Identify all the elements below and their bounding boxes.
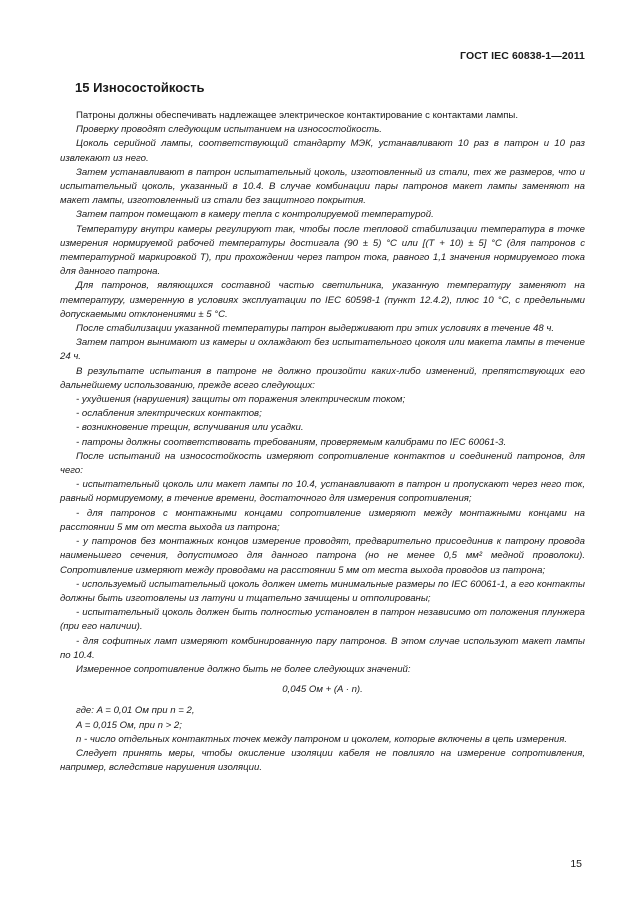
paragraph: - ослабления электрических контактов; (76, 408, 262, 420)
section-title: 15 Износостойкость (75, 80, 205, 95)
page-number: 15 (570, 858, 582, 870)
paragraph: - у патронов без монтажных концов измерение проводят, предварительно присоединив к патрону провода наименьшего сечения, допустимого для данного патрона (но не менее 0,5 мм² медной проволоки). Сопротивление измеряют между проводами на расстоянии 5 мм от места выхода проводов из патрона; (60, 536, 585, 576)
paragraph: - используемый испытательный цоколь должен иметь минимальные размеры по IEC 60061-1, а его контакты должны быть изготовлены из латуни и тщательно зачищены и отполированы; (60, 578, 585, 604)
paragraph: Для патронов, являющихся составной частью светильника, указанную температуру заменяют на температуру, измеренную в условиях эксплуатации по IEC 60598-1 (пункт 12.4.2), плюс 10 °С, с предельными допускаемыми отклонениями ± 5 °С. (60, 280, 585, 320)
formula-explanation (60, 704, 585, 775)
paragraph: В результате испытания в патроне не должно произойти каких-либо изменений, препятствующих его дальнейшему использованию, прежде всего следующих: (60, 365, 585, 391)
paragraph: Проверку проводят следующим испытанием на износостойкость. (76, 124, 382, 136)
paragraph: Затем патрон помещают в камеру тепла с контролируемой температурой. (76, 209, 434, 221)
paragraph: - патроны должны соответствовать требованиям, проверяемым калибрами по IEC 60061-3. (76, 436, 507, 448)
paragraph: - для софитных ламп измеряют комбинированную пару патронов. В этом случае используют макет лампы по 10.4. (60, 635, 585, 661)
explanation-line: Следует принять меры, чтобы окисление изоляции кабеля не повлияло на измерение сопротивления, например, вследствие нарушения изоляции. (60, 747, 585, 774)
explanation-line: где: A = 0,01 Ом при n = 2, (76, 705, 195, 717)
paragraph: - испытательный цоколь должен быть полностью установлен в патрон независимо от положения плунжера (при его наличии). (60, 607, 585, 633)
section-body (60, 109, 585, 775)
paragraph: Цоколь серийной лампы, соответствующий стандарту МЭК, устанавливают 10 раз в патрон и 10 раз извлекают из него. (60, 138, 585, 164)
paragraph: Измеренное сопротивление должно быть не более следующих значений: (76, 663, 411, 675)
paragraph: - ухудшения (нарушения) защиты от поражения электрическим током; (76, 394, 406, 406)
paragraph-list (60, 109, 585, 677)
resistance-formula: 0,045 Ом + (A · n). (282, 684, 363, 696)
paragraph: Затем патрон вынимают из камеры и охлаждают без испытательного цоколя или макета лампы в течение 24 ч. (60, 337, 585, 363)
paragraph: После стабилизации указанной температуры патрон выдерживают при этих условиях в течение 48 ч. (76, 323, 554, 335)
paragraph: После испытаний на износостойкость измеряют сопротивление контактов и соединений патронов, для чего: (60, 450, 585, 477)
paragraph: Затем устанавливают в патрон испытательный цоколь, изготовленный из стали, тех же размеров, что и испытательный цоколь, указанный в 10.4. В случае комбинации пары патронов макет лампы заменяют на макет лампы, изготовленный из стали без защитного покрытия. (60, 166, 585, 207)
paragraph: Температуру внутри камеры регулируют так, чтобы после тепловой стабилизации температура в точке измерения нормируемой рабочей температуры достигала (90 ± 5) °С или [(T + 10) ± 5] °С (для патронов с температурной маркировкой T), при прохождении через патрон тока, равного 1,1 значения нормируемого тока для данного патрона. (60, 223, 585, 278)
paragraph: - возникновение трещин, вспучивания или усадки. (76, 422, 304, 434)
explanation-line: A = 0,015 Ом, при n > 2; (76, 719, 182, 731)
explanation-line: n - число отдельных контактных точек между патроном и цоколем, которые включены в цепь измерения. (76, 733, 568, 745)
paragraph: - испытательный цоколь или макет лампы по 10.4, устанавливают в патрон и пропускают через него ток, равный нормируемому, в течение времени, достаточного для измерения сопротивления; (60, 479, 585, 505)
paragraph: Патроны должны обеспечивать надлежащее электрическое контактирование с контактами лампы. (76, 110, 518, 121)
standard-header: ГОСТ IEC 60838-1—2011 (460, 50, 585, 62)
paragraph: - для патронов с монтажными концами сопротивление измеряют между монтажными концами на расстоянии 5 мм от места выхода из патрона; (60, 507, 585, 533)
